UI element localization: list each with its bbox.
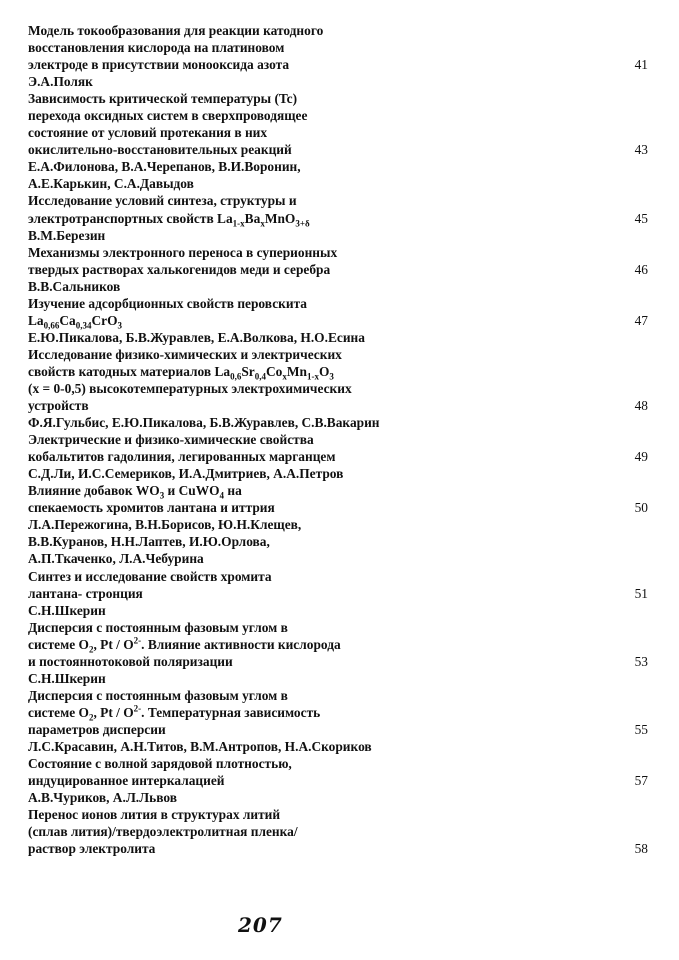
entry-title-line: устройств bbox=[28, 398, 89, 414]
entry-title-line: Синтез и исследование свойств хромита bbox=[28, 568, 272, 584]
toc-entry bbox=[28, 90, 648, 192]
entry-authors-line: С.Н.Шкерин bbox=[28, 670, 106, 686]
entry-authors-line: В.В.Куранов, Н.Н.Лаптев, И.Ю.Орлова, bbox=[28, 534, 270, 550]
entry-title-line: Электрические и физико-химические свойства bbox=[28, 432, 314, 448]
entry-authors-line: С.Н.Шкерин bbox=[28, 602, 106, 618]
entry-authors-line: А.П.Ткаченко, Л.А.Чебурина bbox=[28, 551, 204, 567]
entry-page-number: 55 bbox=[634, 721, 648, 737]
entry-authors-line: Е.Ю.Пикалова, Б.В.Журавлев, Е.А.Волкова, Н.О.Есина bbox=[28, 329, 365, 345]
entry-title-line: состояние от условий протекания в них bbox=[28, 125, 268, 141]
entry-title-line: Дисперсия с постоянным фазовым углом в bbox=[28, 687, 288, 703]
page-number-footer: 207 bbox=[238, 913, 283, 937]
entry-title-line: Модель токообразования для реакции катодного bbox=[28, 23, 324, 38]
entry-title-line: спекаемость хромитов лантана и иттрия bbox=[28, 500, 275, 516]
entry-title-line: Перенос ионов лития в структурах литий bbox=[28, 807, 281, 823]
entry-page-number: 46 bbox=[634, 261, 648, 277]
entry-title-line: свойств катодных материалов $La_{0,6}Sr_{0,4}Co_xMn_{1-x}O_3$ bbox=[28, 363, 334, 382]
entry-authors-line: А.Е.Карькин, С.А.Давыдов bbox=[28, 176, 194, 192]
toc-entry bbox=[28, 244, 648, 295]
entry-title-line: Изучение адсорбционных свойств перовскита bbox=[28, 295, 307, 311]
entry-title-line: Состояние с волной зарядовой плотностью, bbox=[28, 756, 292, 772]
entry-title-line: индуцированное интеркалацией bbox=[28, 773, 225, 789]
toc-entry bbox=[28, 806, 648, 857]
entry-authors-line: А.В.Чуриков, А.Л.Львов bbox=[28, 790, 177, 806]
entry-title-line: (x = 0-0,5) высокотемпературных электрохимических bbox=[28, 380, 352, 396]
entry-authors-line: С.Д.Ли, И.С.Семериков, И.А.Дмитриев, А.А.Петров bbox=[28, 466, 344, 482]
entry-authors-line: В.М.Березин bbox=[28, 227, 106, 243]
entry-page-number: 48 bbox=[634, 398, 648, 414]
entry-title-line: системе $O_2$, Pt / $O^{2-}$. Температурная зависимость bbox=[28, 703, 321, 723]
toc-entry bbox=[28, 619, 648, 687]
entry-title-line: электротранспортных свойств $La_{1-x}Ba_xMnO_{3+\delta}$ bbox=[28, 210, 310, 229]
entry-page-number: 41 bbox=[634, 57, 648, 73]
toc-entry bbox=[28, 431, 648, 482]
entry-authors-line: Л.С.Красавин, А.Н.Титов, В.М.Антропов, Н.А.Скориков bbox=[28, 738, 372, 754]
table-of-contents bbox=[28, 22, 648, 857]
entry-title-line: Дисперсия с постоянным фазовым углом в bbox=[28, 619, 288, 635]
entry-page-number: 47 bbox=[634, 312, 648, 328]
entry-authors-line: В.В.Сальников bbox=[28, 278, 121, 294]
entry-title-line: Исследование условий синтеза, структуры и bbox=[28, 193, 297, 209]
entry-title-line: системе $O_2$, Pt / $O^{2-}$. Влияние активности кислорода bbox=[28, 635, 341, 655]
toc-entry bbox=[28, 687, 648, 755]
entry-page-number: 50 bbox=[634, 500, 648, 516]
entry-page-number: 57 bbox=[634, 773, 648, 789]
entry-title-line: твердых растворах халькогенидов меди и серебра bbox=[28, 261, 331, 277]
entry-title-line: параметров дисперсии bbox=[28, 721, 166, 737]
entry-title-line: восстановления кислорода на платиновом bbox=[28, 40, 285, 56]
entry-title-line: Зависимость критической температуры (Tc) bbox=[28, 91, 298, 107]
toc-entry bbox=[28, 192, 648, 243]
toc-entry bbox=[28, 346, 648, 431]
entry-page-number: 49 bbox=[634, 449, 648, 465]
entry-title-line: Влияние добавок $WO_3$ и CuWO$_4$ на bbox=[28, 483, 242, 501]
entry-authors-line: Е.А.Филонова, В.А.Черепанов, В.И.Воронин, bbox=[28, 159, 301, 175]
entry-title-line: Исследование физико-химических и электрических bbox=[28, 346, 342, 362]
toc-entry bbox=[28, 295, 648, 346]
entry-page-number: 51 bbox=[634, 585, 648, 601]
entry-page-number: 45 bbox=[634, 210, 648, 226]
entry-page-number: 43 bbox=[634, 142, 648, 158]
toc-entry bbox=[28, 22, 648, 90]
entry-authors-line: Л.А.Пережогина, В.Н.Борисов, Ю.Н.Клещев, bbox=[28, 517, 302, 533]
entry-page-number: 58 bbox=[634, 841, 648, 857]
entry-title-line: кобальтитов гадолиния, легированных марганцем bbox=[28, 449, 336, 465]
entry-title-line: (сплав лития)/твердоэлектролитная пленка/ bbox=[28, 824, 298, 840]
entry-title-line: Механизмы электронного переноса в суперионных bbox=[28, 244, 338, 260]
entry-authors-line: Э.А.Поляк bbox=[28, 74, 93, 90]
entry-title-line: раствор электролита bbox=[28, 841, 156, 857]
entry-title-line: и постояннотоковой поляризации bbox=[28, 653, 233, 669]
entry-title-line: окислительно-восстановительных реакций bbox=[28, 142, 292, 158]
entry-title-line: $La_{0,66}Ca_{0,34}CrO_3$ bbox=[28, 312, 123, 331]
entry-title-line: лантана- стронция bbox=[28, 585, 143, 601]
entry-authors-line: Ф.Я.Гульбис, Е.Ю.Пикалова, Б.В.Журавлев, С.В.Вакарин bbox=[28, 415, 380, 431]
toc-entry bbox=[28, 755, 648, 806]
entry-title-line: перехода оксидных систем в сверхпроводящее bbox=[28, 108, 308, 124]
entry-page-number: 53 bbox=[634, 653, 648, 669]
toc-entry bbox=[28, 568, 648, 619]
toc-entry bbox=[28, 482, 648, 567]
entry-title-line: электроде в присутствии монооксида азота bbox=[28, 57, 290, 73]
